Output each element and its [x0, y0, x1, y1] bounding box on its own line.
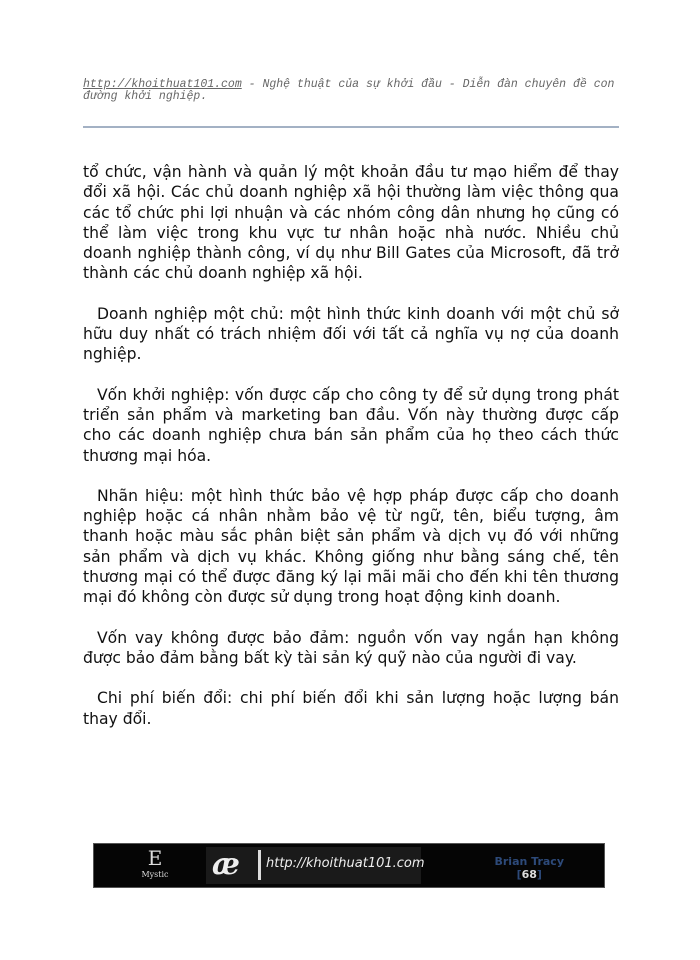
mystic-logo: E Mystic — [141, 846, 169, 879]
footer-author: Brian Tracy [68] — [494, 855, 564, 881]
header-tagline: - Nghệ thuật của sự khởi đầu - Diễn đàn chuyên đề con đường khởi nghiệp. — [83, 78, 615, 103]
author-name: Brian Tracy — [494, 855, 564, 868]
body-text — [83, 162, 619, 749]
page-number: 68 — [521, 868, 537, 881]
footer-url: http://khoithuat101.com — [266, 856, 425, 871]
page-header — [83, 79, 618, 103]
header-divider — [83, 126, 619, 128]
site-link[interactable]: http://khoithuat101.com — [83, 78, 242, 91]
ae-logo-icon: æ — [212, 847, 240, 882]
paragraph: Chi phí biến đổi: chi phí biến đổi khi sản lượng hoặc lượng bán thay đổi. — [83, 689, 619, 728]
page-footer — [93, 843, 605, 888]
paragraph: Vốn vay không được bảo đảm: nguồn vốn vay ngắn hạn không được bảo đảm bằng bất kỳ tài sản ký quỹ nào của người đi vay. — [83, 628, 619, 667]
paragraph: Vốn khởi nghiệp: vốn được cấp cho công ty để sử dụng trong phát triển sản phẩm và marketing ban đầu. Vốn này thường được cấp cho các doanh nghiệp chưa bán sản phẩm của họ theo cách thức thương mại hóa. — [83, 385, 619, 465]
paragraph: Nhãn hiệu: một hình thức bảo vệ hợp pháp được cấp cho doanh nghiệp hoặc cá nhân nhằm bảo vệ từ ngữ, tên, biểu tượng, âm thanh hoặc màu sắc phân biệt sản phẩm và dịch vụ đó với những sản phẩm và dịch vụ khác. Không giống như bằng sáng chế, tên thương mại có thể được đăng ký lại mãi mãi cho đến khi tên thương mại đó không còn được sử dụng trong hoạt động kinh doanh. — [83, 486, 619, 607]
logo-divider — [258, 850, 261, 880]
khoithuat-logo — [206, 847, 425, 884]
paragraph: Doanh nghiệp một chủ: một hình thức kinh doanh với một chủ sở hữu duy nhất có trách nhiệm đối với tất cả nghĩa vụ nợ của doanh nghiệp. — [83, 304, 619, 364]
paragraph: tổ chức, vận hành và quản lý một khoản đầu tư mạo hiểm để thay đổi xã hội. Các chủ doanh nghiệp xã hội thường làm việc thông qua các tổ chức phi lợi nhuận và các nhóm công dân nhưng họ cũng có thể làm việc trong khu vực tư nhân hoặc nhà nước. Nhiều chủ doanh nghiệp thành công, ví dụ như Bill Gates của Microsoft, đã trở thành các chủ doanh nghiệp xã hội. — [83, 163, 619, 283]
